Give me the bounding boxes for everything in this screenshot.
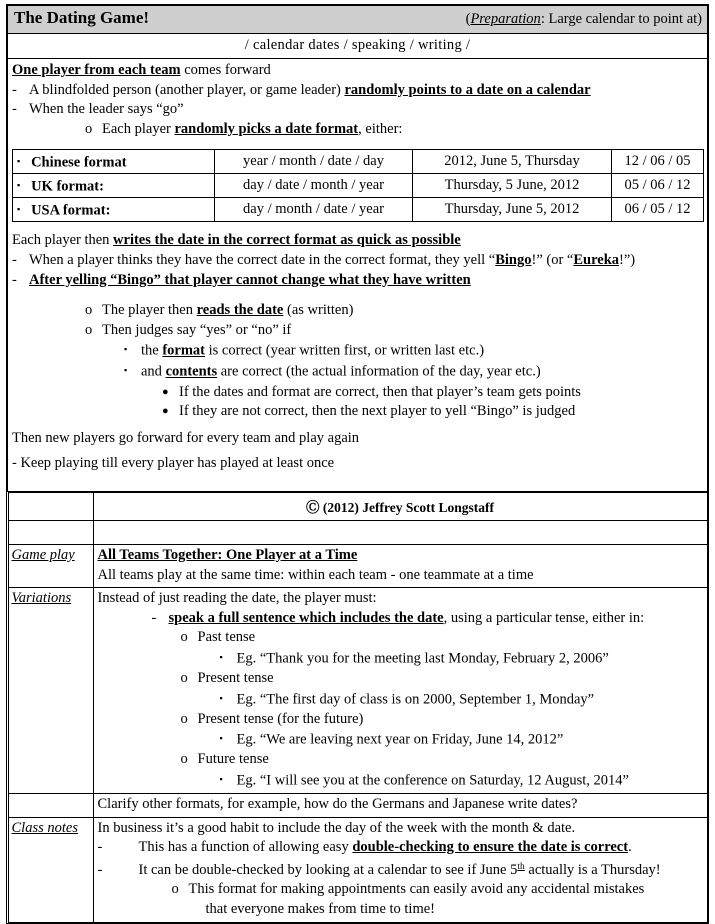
tense-example	[98, 689, 703, 710]
square-bullet-icon: ▪	[219, 692, 223, 703]
intro-line-4-post: , either:	[358, 120, 403, 137]
game-play-label: Game play	[11, 546, 75, 563]
class-notes-content-cell	[93, 817, 707, 922]
lower-section-row	[8, 491, 708, 922]
subtitle-row	[8, 34, 708, 59]
middle-line-7	[12, 361, 703, 382]
format-name-cell	[13, 198, 215, 222]
game-play-detail: All teams play at the same time: within each team - one teammate at a time	[97, 566, 534, 583]
spacer-row	[8, 520, 707, 544]
dash-marker: -	[12, 81, 17, 98]
tense-item	[98, 669, 703, 689]
preparation-label: Preparation	[470, 11, 541, 27]
bingo-word: Bingo	[495, 251, 532, 268]
circle-bullet-marker: o	[85, 120, 93, 137]
class-notes-row	[8, 817, 707, 922]
class-notes-line-2-pre: This has a function of allowing easy	[138, 839, 353, 856]
middle-line-11: - Keep playing till every player has played at least once	[12, 455, 335, 472]
ordinal-suffix: th	[517, 861, 525, 872]
tense-item	[98, 628, 703, 648]
format-order-cell: day / month / date / year	[215, 198, 413, 222]
middle-line-9	[12, 402, 703, 422]
format-order-cell: year / month / date / day	[215, 150, 413, 174]
class-notes-line-2	[98, 838, 703, 858]
middle-line-6-post: is correct (year written first, or written last etc.)	[205, 342, 485, 359]
date-format-table	[12, 149, 704, 222]
class-notes-line-5	[98, 900, 703, 920]
copyright-label-cell	[8, 492, 93, 520]
middle-line-1-bold: writes the date in the correct format as quick as possible	[113, 232, 461, 249]
intro-line-1-bold: One player from each team	[12, 62, 181, 78]
middle-line-4-pre: The player then	[102, 302, 197, 319]
tense-name: Present tense (for the future)	[197, 710, 364, 727]
square-bullet-icon: ▪	[17, 155, 21, 166]
tense-example	[98, 648, 703, 669]
middle-line-10: Then new players go forward for every team and play again	[12, 429, 360, 446]
middle-line-4-post: (as written)	[283, 302, 354, 319]
format-name-cell	[13, 174, 215, 198]
preparation-open-paren: (	[465, 11, 471, 27]
clarify-content-cell	[93, 794, 707, 818]
circle-bullet-marker: o	[180, 669, 188, 686]
format-order-cell: day / date / month / year	[215, 174, 413, 198]
intro-line-4-bold: randomly picks a date format	[174, 120, 359, 137]
tense-example-text: Eg. “The first day of class is on 2000, September 1, Monday”	[236, 691, 595, 708]
preparation-note	[466, 9, 702, 30]
square-bullet-icon: ▪	[219, 773, 223, 784]
eureka-word: Eureka	[573, 251, 620, 268]
circle-bullet-marker: o	[171, 881, 179, 898]
tense-name: Past tense	[197, 629, 256, 646]
variations-row	[8, 588, 707, 794]
round-bullet-icon: ●	[162, 385, 169, 398]
double-checking-bold: double-checking to ensure the date is correct	[352, 839, 629, 856]
middle-line-7-post: are correct (the actual information of the day, year etc.)	[217, 363, 541, 380]
middle-line-2-a: When a player thinks they have the correct date in the correct format, they yell “	[29, 251, 496, 268]
dash-marker: -	[12, 271, 17, 288]
clarify-row	[8, 794, 707, 818]
page-title: The Dating Game!	[14, 8, 150, 27]
square-bullet-icon: ▪	[124, 365, 128, 376]
format-name: USA format:	[31, 202, 111, 219]
class-notes-line-1: In business it’s a good habit to include the day of the week with the month & date.	[97, 819, 576, 836]
middle-line-8-text: If the dates and format are correct, then that player’s team gets points	[179, 383, 581, 400]
format-example-cell: Thursday, 5 June, 2012	[413, 174, 612, 198]
format-name: UK format:	[31, 178, 104, 195]
format-numeric-cell: 05 / 06 / 12	[612, 174, 704, 198]
circle-bullet-marker: o	[180, 751, 188, 768]
clarify-label-cell	[8, 794, 93, 818]
variations-label: Variations	[11, 590, 72, 607]
game-play-label-cell	[8, 544, 93, 587]
variations-intro: Instead of just reading the date, the player must:	[97, 590, 377, 607]
class-notes-line-4	[98, 880, 703, 900]
middle-line-4	[12, 301, 703, 321]
class-notes-line-3-b: actually is a Thursday!	[524, 861, 661, 878]
header-cell	[8, 6, 708, 34]
variations-content-cell	[93, 588, 707, 794]
middle-line-5-text: Then judges say “yes” or “no” if	[102, 321, 292, 338]
dash-marker: -	[97, 861, 103, 878]
variations-speak-rest: , using a particular tense, either in:	[443, 609, 645, 626]
intro-line-1	[12, 61, 703, 81]
middle-line-7-pre: and	[141, 363, 166, 380]
worksheet-outer-frame	[6, 4, 709, 924]
middle-line-2-e: !”)	[619, 251, 636, 268]
class-notes-label: Class notes	[11, 819, 78, 836]
game-play-content-cell	[93, 544, 707, 587]
game-play-heading-line	[98, 546, 703, 566]
class-notes-line-2-post: .	[628, 839, 632, 856]
spacer-label-cell	[8, 520, 93, 544]
middle-line-5	[12, 321, 703, 341]
middle-line-1	[12, 231, 703, 251]
middle-line-3	[12, 271, 703, 291]
variations-speak-bold: speak a full sentence which includes the date	[168, 609, 444, 626]
preparation-text: : Large calendar to point at)	[540, 11, 702, 27]
square-bullet-icon: ▪	[124, 344, 128, 355]
format-name: Chinese format	[31, 154, 127, 171]
class-notes-line-4-a: This format for making appointments can easily avoid any accidental mistakes	[188, 881, 645, 898]
dash-marker: -	[97, 839, 103, 856]
square-bullet-icon: ▪	[17, 203, 21, 214]
circle-bullet-marker: o	[180, 710, 188, 727]
table-row	[13, 150, 704, 174]
game-play-heading: All Teams Together: One Player at a Time	[97, 546, 358, 563]
class-notes-line-3	[98, 858, 703, 881]
format-example-cell: 2012, June 5, Thursday	[413, 150, 612, 174]
lower-two-column-table	[8, 492, 708, 923]
dash-marker: -	[12, 251, 17, 268]
game-play-row	[8, 544, 707, 587]
format-numeric-cell: 12 / 06 / 05	[612, 150, 704, 174]
dash-marker: -	[12, 101, 17, 118]
format-numeric-cell: 06 / 05 / 12	[612, 198, 704, 222]
intro-line-1-rest: comes forward	[180, 62, 271, 78]
intro-line-2-pre: A blindfolded person (another player, or game leader)	[29, 81, 345, 98]
intro-line-4	[12, 120, 703, 140]
clarify-text: Clarify other formats, for example, how do the Germans and Japanese write dates?	[97, 796, 578, 813]
middle-line-6	[12, 340, 703, 361]
circle-bullet-marker: o	[85, 321, 93, 338]
square-bullet-icon: ▪	[219, 651, 223, 662]
format-word: format	[162, 342, 206, 359]
lower-section-cell	[8, 491, 708, 922]
header-row	[8, 6, 708, 34]
middle-line-1-pre: Each player then	[12, 232, 114, 249]
tense-name: Future tense	[197, 751, 269, 768]
format-name-cell	[13, 150, 215, 174]
middle-line-2	[12, 251, 703, 271]
middle-line-8	[12, 383, 703, 403]
middle-line-2-c: !” (or “	[531, 251, 574, 268]
contents-word: contents	[165, 363, 218, 380]
tense-example	[98, 770, 703, 791]
class-notes-line-4-b: that everyone makes from time to time!	[205, 901, 436, 917]
circle-bullet-marker: o	[85, 302, 93, 319]
intro-line-2-bold: randomly points to a date on a calendar	[344, 81, 591, 98]
dash-marker: -	[151, 609, 157, 626]
table-row	[13, 198, 704, 222]
table-row	[13, 174, 704, 198]
class-notes-line-3-a: It can be double-checked by looking at a calendar to see if June 5	[138, 861, 518, 878]
middle-line-6-pre: the	[141, 342, 163, 359]
square-bullet-icon: ▪	[219, 733, 223, 744]
square-bullet-icon: ▪	[17, 179, 21, 190]
circle-bullet-marker: o	[180, 629, 188, 646]
intro-line-2	[12, 81, 703, 101]
middle-line-9-text: If they are not correct, then the next player to yell “Bingo” is judged	[179, 403, 576, 420]
copyright-row	[8, 492, 707, 520]
tense-item	[98, 710, 703, 730]
format-example-cell: Thursday, June 5, 2012	[413, 198, 612, 222]
tense-example	[98, 729, 703, 750]
round-bullet-icon: ●	[162, 405, 169, 418]
variations-speak-line	[98, 609, 703, 629]
tense-name: Present tense	[197, 669, 274, 686]
tense-example-text: Eg. “I will see you at the conference on Saturday, 12 August, 2014”	[236, 772, 629, 789]
tense-example-text: Eg. “We are leaving next year on Friday, June 14, 2012”	[236, 731, 564, 748]
copyright-text: Ⓒ (2012) Jeffrey Scott Longstaff	[93, 492, 707, 520]
middle-line-3-bold: After yelling “Bingo” that player cannot change what they have written	[29, 271, 471, 288]
middle-line-4-bold: reads the date	[196, 302, 284, 319]
intro-line-4-pre: Each player	[102, 120, 175, 137]
intro-line-3	[12, 100, 703, 120]
tense-item	[98, 750, 703, 770]
spacer-content-cell	[93, 520, 707, 544]
subtitle-cell: / calendar dates / speaking / writing /	[8, 34, 708, 59]
variations-label-cell	[8, 588, 93, 794]
instructions-row	[8, 59, 708, 492]
worksheet-table	[7, 5, 708, 923]
instructions-cell	[8, 59, 708, 492]
tense-example-text: Eg. “Thank you for the meeting last Monday, February 2, 2006”	[236, 650, 609, 667]
intro-line-3-text: When the leader says “go”	[29, 101, 184, 118]
class-notes-label-cell	[8, 817, 93, 922]
